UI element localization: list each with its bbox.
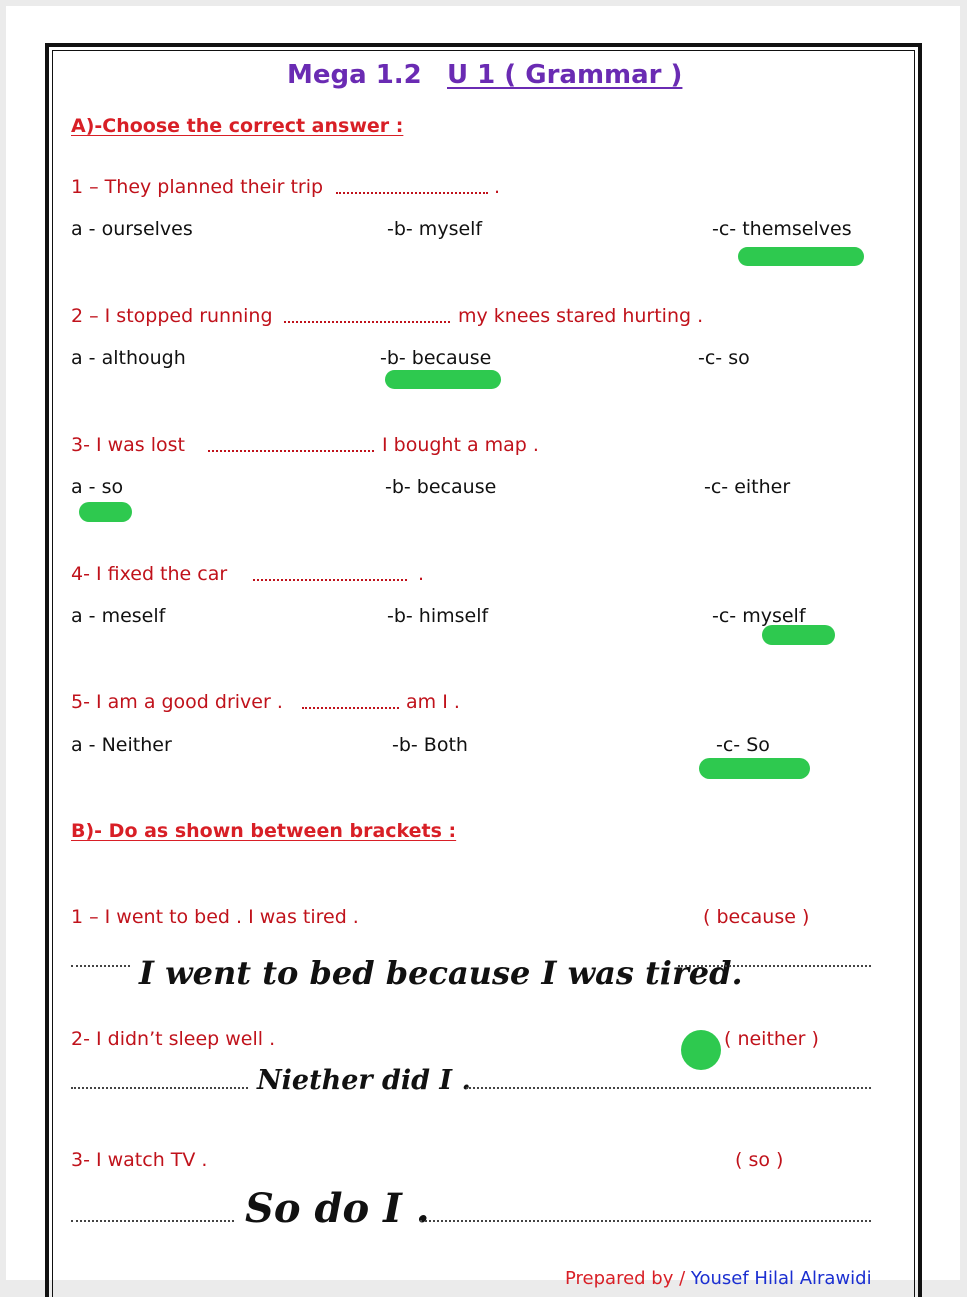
q2-option-a: a - although bbox=[71, 347, 186, 369]
exercise-2-hint: ( neither ) bbox=[724, 1028, 819, 1050]
exercise-1-answer: I went to bed because I was tired. bbox=[139, 954, 743, 992]
q1-option-b: -b- myself bbox=[387, 218, 483, 240]
answer-blank bbox=[336, 192, 488, 194]
exercise-1: 1 – I went to bed . I was tired . bbox=[71, 906, 359, 928]
q3-option-b: -b- because bbox=[385, 476, 497, 498]
answer-highlight bbox=[762, 625, 835, 645]
answer-highlight bbox=[738, 247, 864, 266]
question-4-end: . bbox=[418, 563, 425, 585]
answer-line bbox=[71, 1220, 234, 1222]
question-4: 4- I fixed the car bbox=[71, 563, 228, 585]
answer-highlight bbox=[699, 758, 810, 779]
answer-highlight bbox=[385, 370, 501, 389]
q4-option-a: a - meself bbox=[71, 605, 166, 627]
section-b-heading: B)- Do as shown between brackets : bbox=[71, 820, 457, 842]
q4-option-b: -b- himself bbox=[387, 605, 489, 627]
q3-option-a: a - so bbox=[71, 476, 124, 498]
answer-blank bbox=[284, 321, 450, 323]
exercise-3: 3- I watch TV . bbox=[71, 1149, 208, 1171]
q5-option-c: -c- So bbox=[716, 734, 770, 756]
answer-line bbox=[71, 965, 130, 967]
answer-highlight bbox=[79, 502, 132, 522]
worksheet-unit: U 1 ( Grammar ) bbox=[447, 60, 683, 90]
answer-line bbox=[678, 965, 871, 967]
footer-prefix: Prepared by / bbox=[565, 1268, 691, 1289]
question-3-end: I bought a map . bbox=[382, 434, 539, 456]
answer-line bbox=[420, 1220, 871, 1222]
exercise-2: 2- I didn’t sleep well . bbox=[71, 1028, 276, 1050]
answer-line bbox=[71, 1087, 248, 1089]
q2-option-c: -c- so bbox=[698, 347, 750, 369]
section-a-heading: A)-Choose the correct answer : bbox=[71, 115, 404, 137]
question-3: 3- I was lost bbox=[71, 434, 185, 456]
exercise-1-hint: ( because ) bbox=[703, 906, 810, 928]
q1-option-a: a - ourselves bbox=[71, 218, 193, 240]
q5-option-a: a - Neither bbox=[71, 734, 172, 756]
answer-blank bbox=[208, 450, 374, 452]
q1-option-c: -c- themselves bbox=[712, 218, 852, 240]
answer-blank bbox=[253, 579, 407, 581]
footer-author: Yousef Hilal Alrawidi bbox=[690, 1268, 872, 1289]
question-5: 5- I am a good driver . bbox=[71, 691, 283, 713]
exercise-3-hint: ( so ) bbox=[735, 1149, 784, 1171]
question-2-end: my knees stared hurting . bbox=[458, 305, 704, 327]
question-1-end: . bbox=[494, 176, 501, 198]
exercise-2-answer: Niether did I . bbox=[257, 1065, 471, 1096]
question-1: 1 – They planned their trip bbox=[71, 176, 324, 198]
worksheet-title: Mega 1.2 bbox=[287, 60, 422, 90]
q2-option-b: -b- because bbox=[380, 347, 492, 369]
q4-option-c: -c- myself bbox=[712, 605, 806, 627]
exercise-3-answer: So do I . bbox=[245, 1185, 430, 1232]
answer-blank bbox=[302, 707, 399, 709]
answer-line bbox=[466, 1087, 871, 1089]
q5-option-b: -b- Both bbox=[392, 734, 468, 756]
question-2: 2 – I stopped running bbox=[71, 305, 273, 327]
question-5-end: am I . bbox=[406, 691, 460, 713]
answer-mark bbox=[681, 1030, 721, 1070]
q3-option-c: -c- either bbox=[704, 476, 791, 498]
footer-credit bbox=[565, 1268, 872, 1289]
